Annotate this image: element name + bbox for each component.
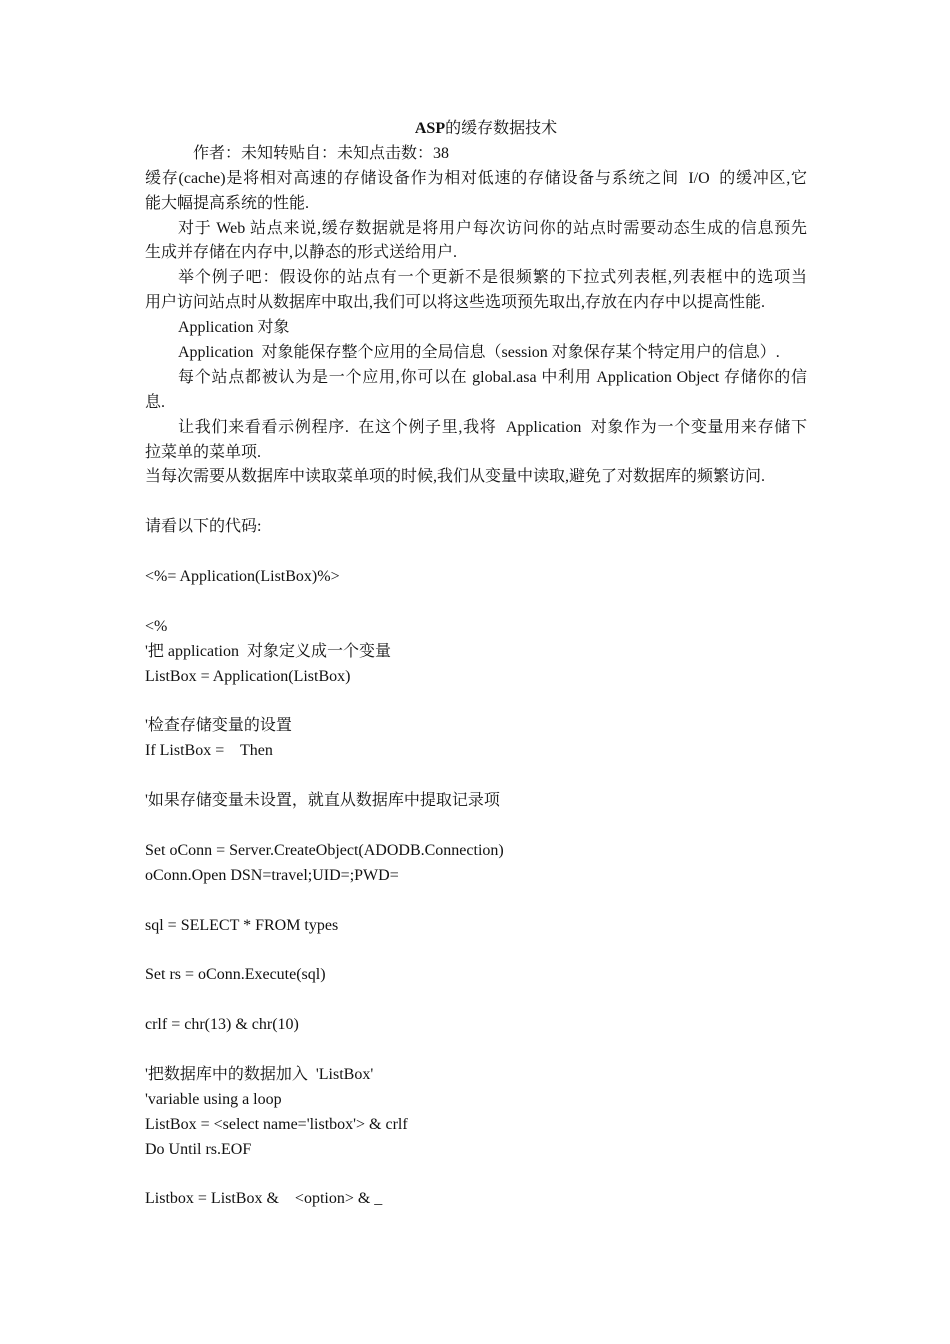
- code-line: '检查存储变量的设置: [145, 717, 292, 735]
- code-line: If ListBox = Then: [145, 742, 273, 760]
- code-line: 'variable using a loop: [145, 1090, 282, 1108]
- code-line: sql = SELECT * FROM types: [145, 916, 339, 934]
- title-rest-part: 的缓存数据技术: [445, 120, 558, 137]
- paragraph-line: 息.: [145, 393, 166, 411]
- code-line: Listbox = ListBox & <option> & _: [145, 1190, 383, 1208]
- paragraph-line: 生成并存储在内存中,以静态的形式送给用户.: [145, 244, 458, 262]
- document-title: [145, 117, 807, 142]
- blank-line: [145, 764, 807, 789]
- blank-line: [145, 590, 807, 615]
- byline: 作者：未知转贴自：未知点击数：38: [193, 144, 450, 162]
- paragraph-line: 每个站点都被认为是一个应用,你可以在 global.asa 中利用 Application Object 存储你的信: [178, 368, 807, 386]
- blank-line: [145, 938, 807, 963]
- code-line: <%= Application(ListBox)%>: [145, 568, 340, 586]
- paragraph-line: Application 对象: [178, 319, 290, 337]
- paragraph-line: 举个例子吧：假设你的站点有一个更新不是很频繁的下拉式列表框,列表框中的选项当: [178, 269, 807, 287]
- paragraph-line: 能大幅提高系统的性能.: [145, 194, 310, 212]
- code-line: Do Until rs.EOF: [145, 1140, 252, 1158]
- code-line: '把数据库中的数据加入 'ListBox': [145, 1065, 374, 1083]
- code-line: crlf = chr(13) & chr(10): [145, 1016, 299, 1034]
- blank-line: [145, 1038, 807, 1063]
- code-line: Set rs = oConn.Execute(sql): [145, 966, 326, 984]
- paragraph-line: Application 对象能保存整个应用的全局信息（session 对象保存某个特定用户的信息）.: [178, 344, 780, 362]
- code-line: '如果存储变量未设置，就直从数据库中提取记录项: [145, 792, 500, 810]
- code-line: ListBox = <select name='listbox'> & crlf: [145, 1115, 408, 1133]
- title-bold-part: ASP: [414, 120, 446, 137]
- code-line: '把 application 对象定义成一个变量: [145, 642, 391, 660]
- paragraph-line: 拉菜单的菜单项.: [145, 443, 262, 461]
- paragraph-line: 请看以下的代码:: [145, 518, 262, 536]
- blank-line: [145, 490, 807, 515]
- paragraph-line: 让我们来看看示例程序. 在这个例子里,我将 Application 对象作为一个变量用来存储下: [178, 418, 807, 436]
- blank-line: [145, 889, 807, 914]
- code-line: oConn.Open DSN=travel;UID=;PWD=: [145, 866, 399, 884]
- blank-line: [145, 1162, 807, 1187]
- blank-line: [145, 540, 807, 565]
- paragraph-line: 缓存(cache)是将相对高速的存储设备作为相对低速的存储设备与系统之间 I/O 的缓冲区,它: [145, 169, 807, 187]
- blank-line: [145, 689, 807, 714]
- code-line: Set oConn = Server.CreateObject(ADODB.Connection): [145, 841, 504, 859]
- paragraph-line: 用户访问站点时从数据库中取出,我们可以将这些选项预先取出,存放在内存中以提高性能.: [145, 294, 766, 312]
- code-line: <%: [145, 617, 168, 635]
- blank-line: [145, 814, 807, 839]
- document-page: [145, 117, 807, 1212]
- blank-line: [145, 988, 807, 1013]
- code-line: ListBox = Application(ListBox): [145, 667, 351, 685]
- paragraph-line: 对于 Web 站点来说,缓存数据就是将用户每次访问你的站点时需要动态生成的信息预先: [178, 219, 807, 237]
- paragraph-line: 当每次需要从数据库中读取菜单项的时候,我们从变量中读取,避免了对数据库的频繁访问.: [145, 468, 766, 486]
